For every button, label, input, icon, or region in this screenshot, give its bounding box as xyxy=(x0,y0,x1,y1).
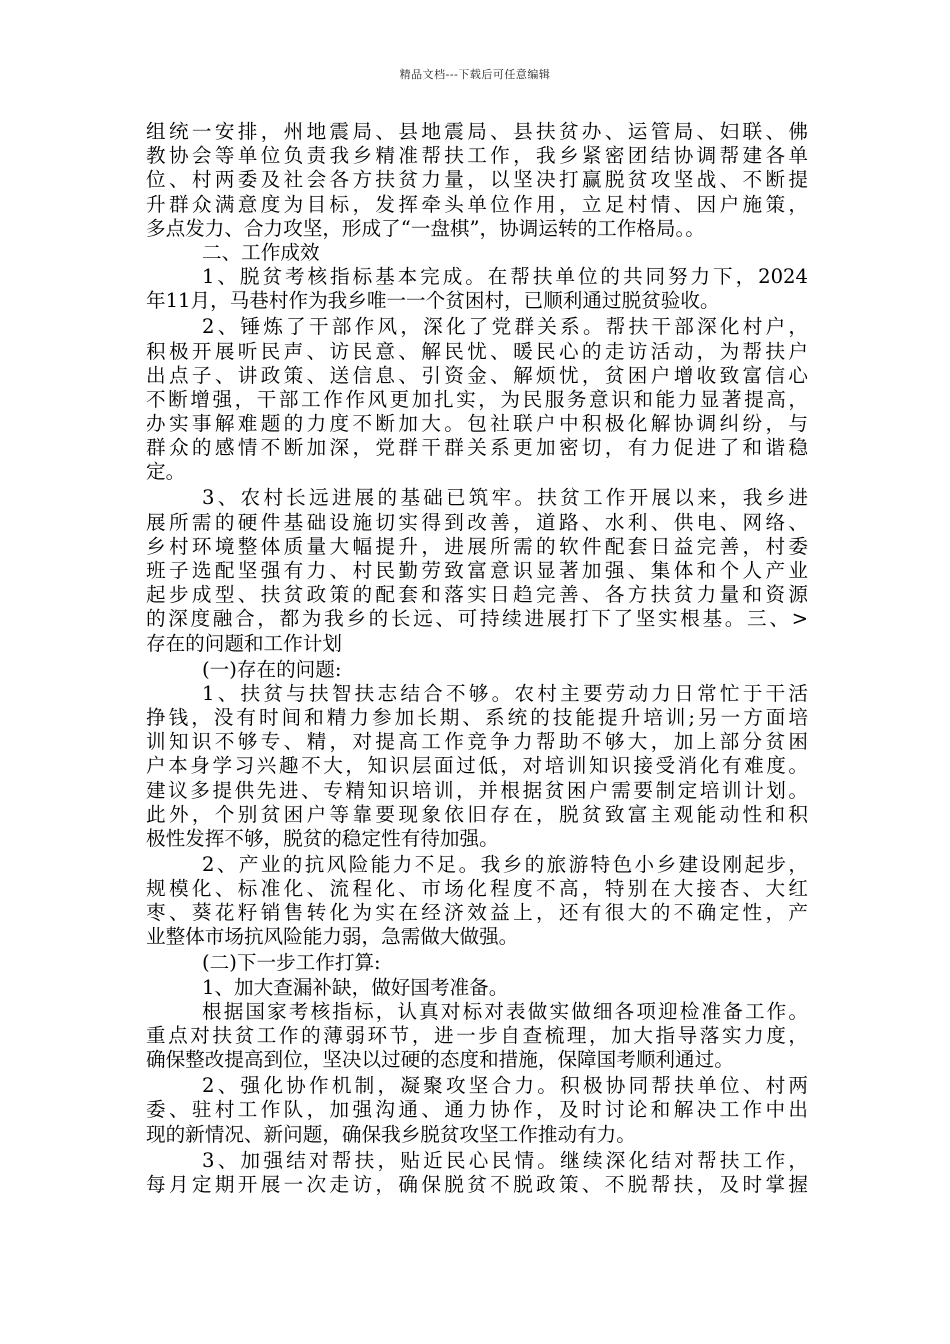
text-line: 3、加强结对帮扶，贴近民心民情。继续深化结对帮扶工作， xyxy=(202,1148,808,1172)
text-line: 办实事解难题的力度不断加大。包社联户中积极化解协调纠纷，与 xyxy=(146,412,808,436)
text-line: 定。 xyxy=(146,460,186,484)
text-line: 位、村两委及社会各方扶贫力量，以坚决打赢脱贫攻坚战、不断提 xyxy=(146,168,808,192)
text-line: 户本身学习兴趣不大，知识层面过低，对培训知识接受消化有难度。 xyxy=(146,754,808,778)
text-line: 展所需的硬件基础设施切实得到改善，道路、水利、供电、网络、 xyxy=(146,510,808,534)
text-line: (一)存在的问题: xyxy=(202,657,342,681)
text-line: 业整体市场抗风险能力弱，急需做大做强。 xyxy=(146,925,519,949)
text-line: 训知识不够专、精，对提高工作竞争力帮助不够大，加上部分贫困 xyxy=(146,730,808,754)
text-line: 群众的感情不断加深，党群干群关系更加密切，有力促进了和谐稳 xyxy=(146,436,808,460)
text-line: 1、加大查漏补缺，做好国考准备。 xyxy=(202,975,509,999)
text-line: 积极开展听民声、访民意、解民忧、暖民心的走访活动，为帮扶户 xyxy=(146,339,808,363)
text-line: (二)下一步工作打算: xyxy=(202,951,381,975)
text-line: 2、锤炼了干部作风，深化了党群关系。帮扶干部深化村户， xyxy=(202,315,808,339)
text-line: 2、产业的抗风险能力不足。我乡的旅游特色小乡建设刚起步， xyxy=(202,852,808,876)
text-line: 1、脱贫考核指标基本完成。在帮扶单位的共同努力下，2024 xyxy=(202,265,808,289)
text-line: 极性发挥不够，脱贫的稳定性有待加强。 xyxy=(146,826,499,850)
text-line: 规模化、标准化、流程化、市场化程度不高，特别在大接杏、大红 xyxy=(146,877,808,901)
text-line: 乡村环境整体质量大幅提升，进展所需的软件配套日益完善，村委 xyxy=(146,534,808,558)
text-line: 枣、葵花籽销售转化为实在经济效益上，还有很大的不确定性，产 xyxy=(146,901,808,925)
text-line: 3、农村长远进展的基础已筑牢。扶贫工作开展以来，我乡进 xyxy=(202,486,808,510)
text-line: 此外，个别贫困户等靠要现象依旧存在，脱贫致富主观能动性和积 xyxy=(146,802,808,826)
text-line: 委、驻村工作队，加强沟通、通力协作，及时讨论和解决工作中出 xyxy=(146,1098,808,1122)
text-line: 班子选配坚强有力、村民勤劳致富意识显著加强、集体和个人产业 xyxy=(146,559,808,582)
text-line: 建议多提供先进、专精知识培训，并根据贫困户需要制定培训计划。 xyxy=(146,778,808,802)
text-line: 多点发力、合力攻坚，形成了“一盘棋”，协调运转的工作格局。。 xyxy=(146,216,705,240)
text-line: 不断增强，干部工作作风更加扎实，为民服务意识和能力显著提高， xyxy=(146,387,808,411)
page-header: 精品文档---下载后可任意编辑 xyxy=(399,68,551,81)
text-line: 升群众满意度为目标，发挥牵头单位作用，立足村情、因户施策， xyxy=(146,192,808,216)
text-line: 组统一安排，州地震局、县地震局、县扶贫办、运管局、妇联、佛 xyxy=(146,120,808,143)
document-body xyxy=(146,120,808,1197)
text-line: 根据国家考核指标，认真对标对表做实做细各项迎检准备工作。 xyxy=(202,999,808,1023)
text-line: 年11月，马巷村作为我乡唯一一个贫困村，已顺利通过脱贫验收。 xyxy=(146,289,720,313)
text-line: 起步成型、扶贫政策的配套和落实日趋完善、各方扶贫力量和资源 xyxy=(146,583,808,607)
text-line: 2、强化协作机制，凝聚攻坚合力。积极协同帮扶单位、村两 xyxy=(202,1074,808,1098)
text-line: 1、扶贫与扶智扶志结合不够。农村主要劳动力日常忙于干活 xyxy=(202,681,808,705)
text-line: 确保整改提高到位，坚决以过硬的态度和措施，保障国考顺利通过。 xyxy=(146,1048,734,1072)
text-line: 教协会等单位负责我乡精准帮扶工作，我乡紧密团结协调帮建各单 xyxy=(146,144,808,168)
text-line: 重点对扶贫工作的薄弱环节，进一步自查梳理，加大指导落实力度， xyxy=(146,1024,808,1047)
text-line: 出点子、讲政策、送信息、引资金、解烦忧，贫困户增收致富信心 xyxy=(146,363,808,387)
text-line: 存在的问题和工作计划 xyxy=(146,631,342,655)
text-line: 挣钱，没有时间和精力参加长期、系统的技能提升培训;另一方面培 xyxy=(146,705,808,729)
text-line: 现的新情况、新问题，确保我乡脱贫攻坚工作推动有力。 xyxy=(146,1122,636,1146)
text-line: 的深度融合，都为我乡的长远、可持续进展打下了坚实根基。三、> xyxy=(146,607,808,631)
text-line: 二、工作成效 xyxy=(202,240,320,264)
text-line: 每月定期开展一次走访，确保脱贫不脱政策、不脱帮扶，及时掌握 xyxy=(146,1172,808,1196)
